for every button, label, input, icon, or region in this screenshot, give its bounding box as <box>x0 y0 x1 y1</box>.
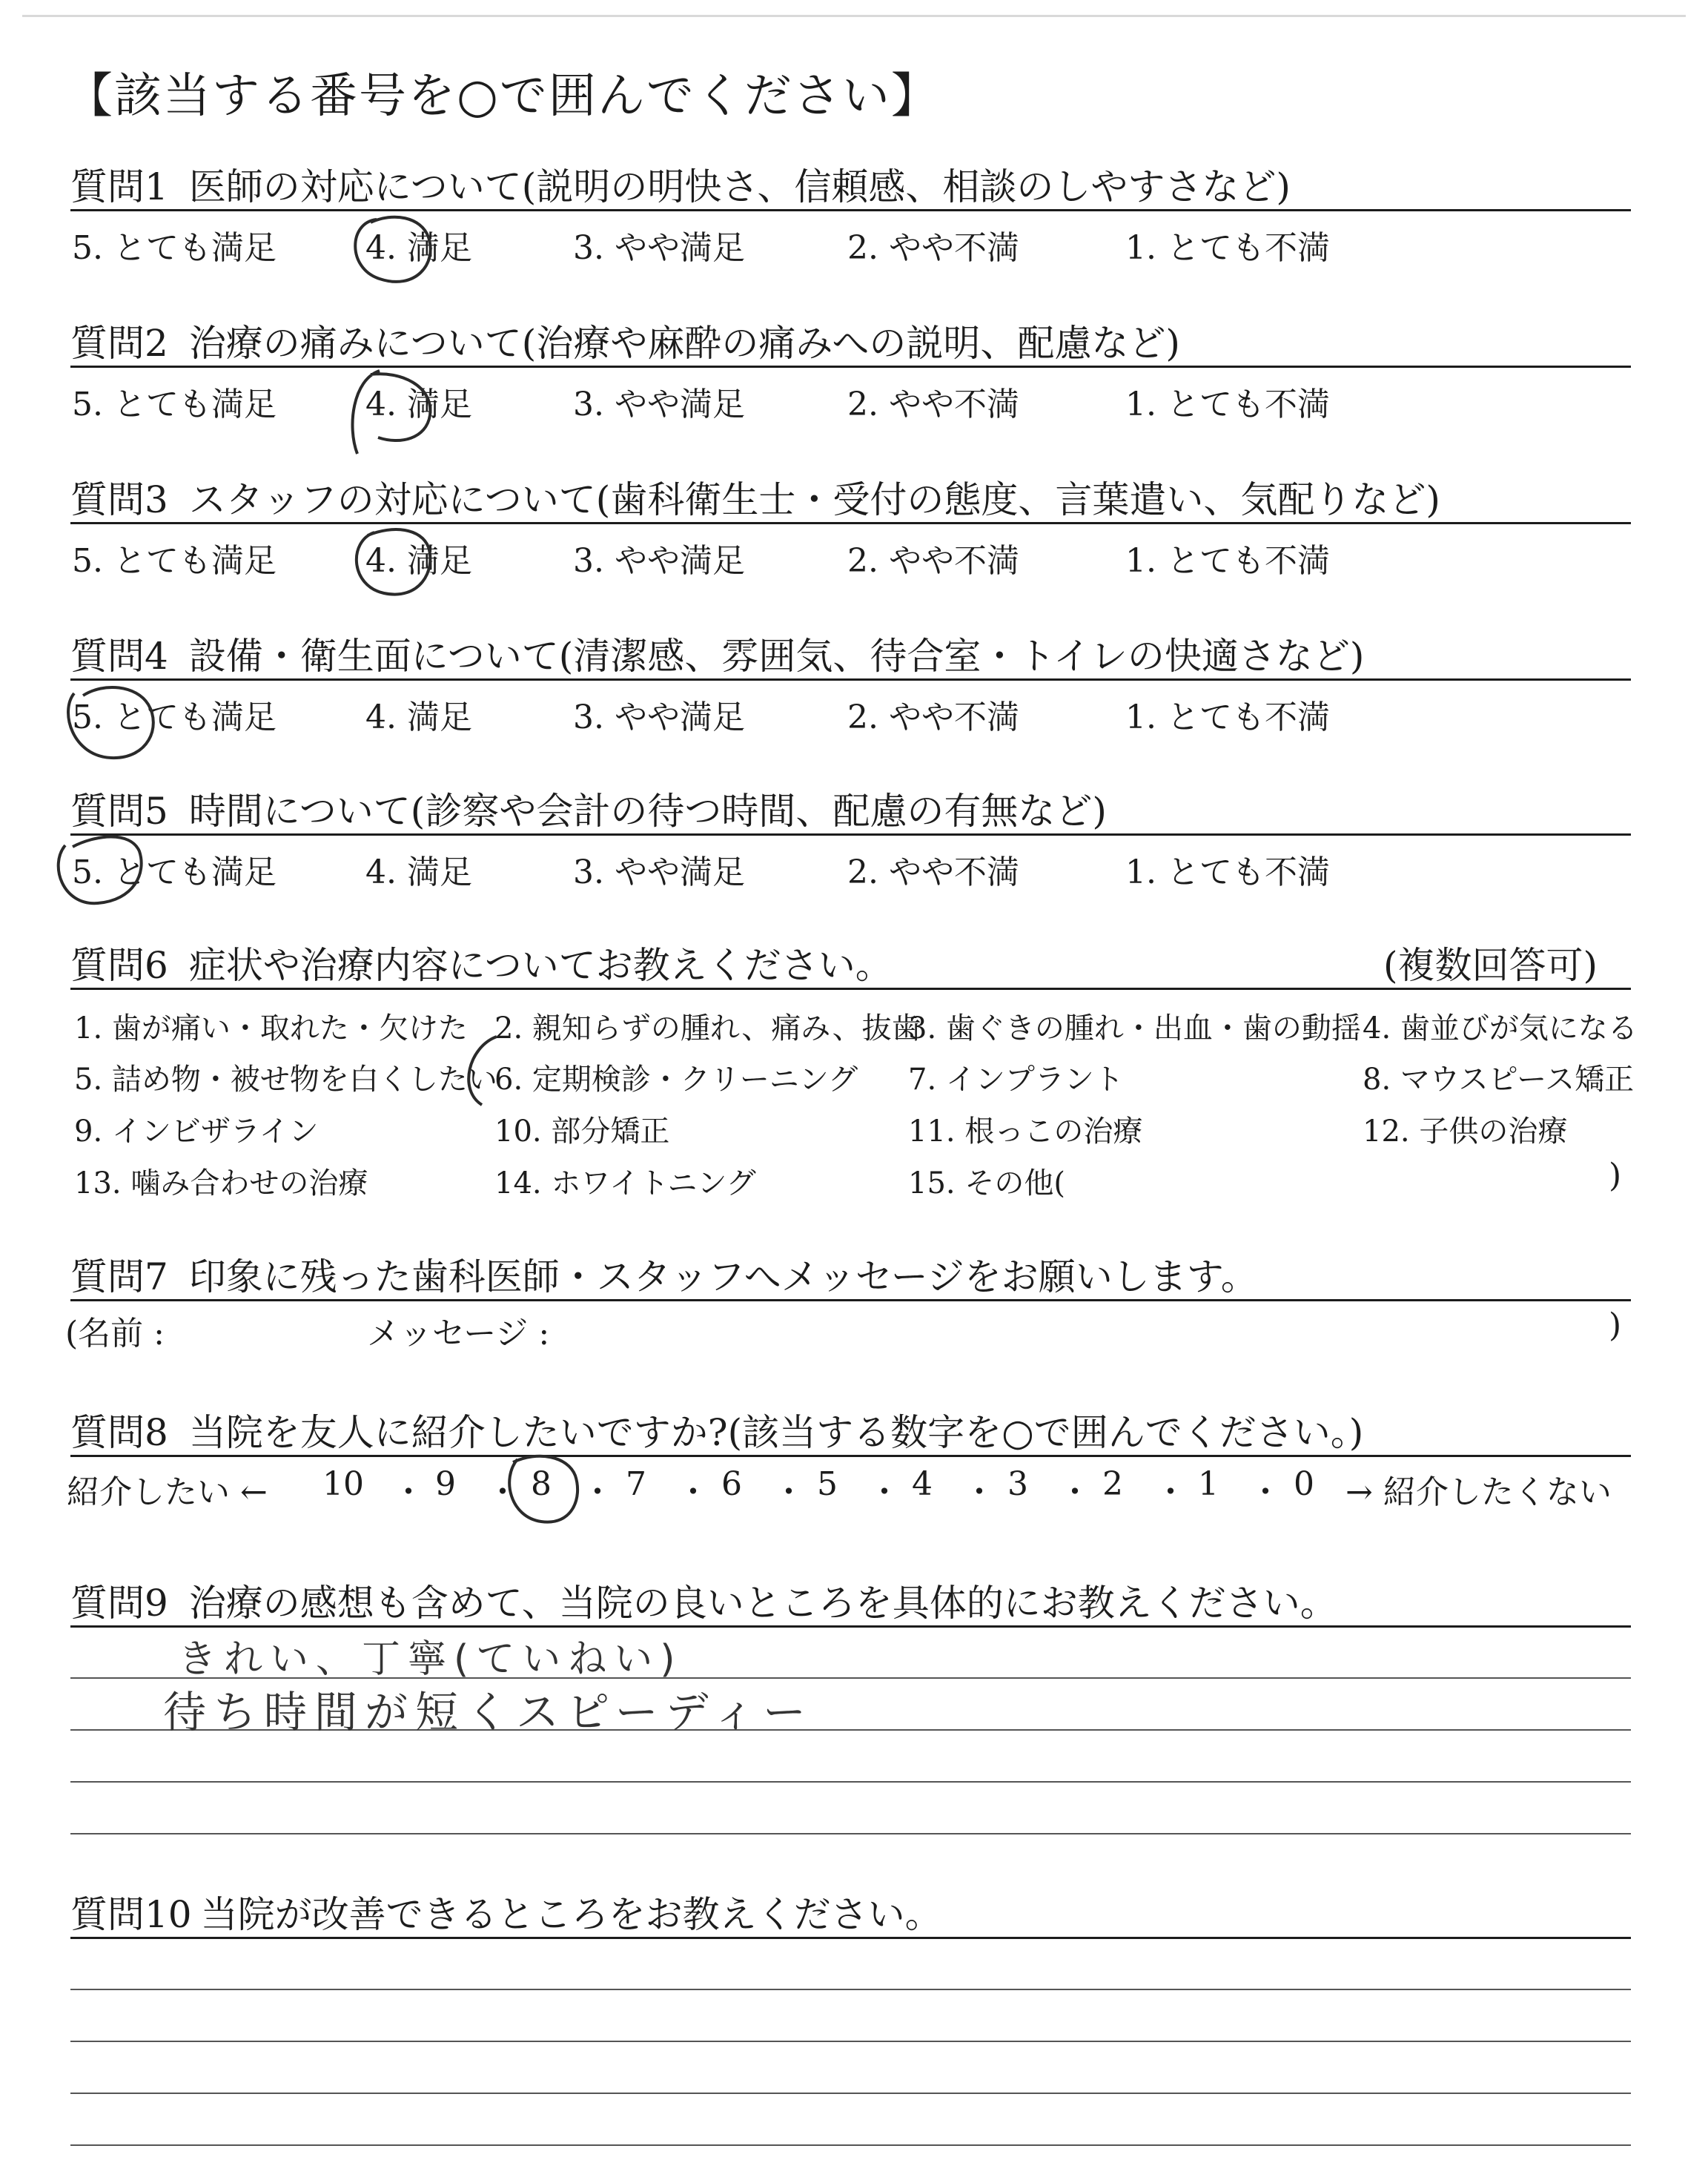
question-number: 質問1 <box>70 165 168 208</box>
option-3[interactable]: 3. やや満足 <box>573 698 745 736</box>
top-border <box>22 15 1686 17</box>
answer-line <box>70 1781 1631 1783</box>
option-4[interactable]: 4. 満足 <box>365 542 472 580</box>
page-title: 【該当する番号を○で囲んでください】 <box>65 69 940 124</box>
answer-line <box>70 1833 1631 1834</box>
question-number: 質問4 <box>70 635 168 678</box>
scale-7[interactable]: 7 <box>626 1465 646 1503</box>
option-5[interactable]: 5. とても満足 <box>72 229 277 267</box>
scale-separator: ・ <box>963 1473 996 1511</box>
question-4-rule <box>70 678 1631 681</box>
option-2[interactable]: 2. やや不満 <box>847 542 1019 580</box>
scale-2[interactable]: 2 <box>1102 1465 1123 1503</box>
option-3[interactable]: 3. やや満足 <box>573 386 745 423</box>
handwritten-answer-line-1: きれい、丁寧(ていねい) <box>178 1637 683 1682</box>
option-2[interactable]: 2. やや不満 <box>847 698 1019 736</box>
question-number: 質問10 <box>70 1893 192 1936</box>
answer-line <box>70 1989 1631 1990</box>
scale-separator: ・ <box>1249 1473 1282 1511</box>
question-number: 質問2 <box>70 322 168 365</box>
question-text: 印象に残った歯科医師・スタッフへメッセージをお願いします。 <box>188 1255 1258 1298</box>
question-9-title <box>70 1573 1337 1627</box>
option-4[interactable]: 4. 満足 <box>365 853 472 891</box>
handwritten-answer-line-2: 待ち時間が短くスピーディー <box>163 1687 814 1737</box>
symptom-option-10[interactable]: 10. 部分矯正 <box>494 1114 670 1149</box>
scale-separator: ・ <box>868 1473 901 1511</box>
question-6-rule <box>70 988 1631 990</box>
symptom-option-11[interactable]: 11. 根っこの治療 <box>908 1114 1143 1149</box>
scale-1[interactable]: 1 <box>1198 1465 1219 1503</box>
question-2-title <box>70 314 1180 367</box>
scale-10[interactable]: 10 <box>322 1465 364 1503</box>
question-4-title <box>70 627 1364 680</box>
question-text: 時間について(診察や会計の待つ時間、配慮の有無など) <box>188 790 1107 833</box>
question-1-rule <box>70 209 1631 211</box>
symptom-option-13[interactable]: 13. 噛み合わせの治療 <box>74 1166 368 1200</box>
symptom-option-3[interactable]: 3. 歯ぐきの腫れ・出血・歯の動揺 <box>908 1011 1361 1046</box>
option-2[interactable]: 2. やや不満 <box>847 229 1019 267</box>
question-7-title <box>70 1247 1258 1301</box>
question-7-rule <box>70 1299 1631 1301</box>
option-5[interactable]: 5. とても満足 <box>72 386 277 423</box>
scale-6[interactable]: 6 <box>721 1465 742 1503</box>
option-4[interactable]: 4. 満足 <box>365 698 472 736</box>
option-1[interactable]: 1. とても不満 <box>1125 542 1330 580</box>
symptom-option-15[interactable]: 15. その他( <box>908 1166 1065 1200</box>
scale-0[interactable]: 0 <box>1294 1465 1314 1503</box>
question-text: 症状や治療内容についてお教えください。 <box>188 944 893 987</box>
scale-4[interactable]: 4 <box>912 1465 933 1503</box>
option-2[interactable]: 2. やや不満 <box>847 853 1019 891</box>
scale-separator: ・ <box>581 1473 614 1511</box>
option-5[interactable]: 5. とても満足 <box>72 853 277 891</box>
option-4[interactable]: 4. 満足 <box>365 229 472 267</box>
answer-line <box>70 2041 1631 2042</box>
option-2[interactable]: 2. やや不満 <box>847 386 1019 423</box>
scale-8[interactable]: 8 <box>531 1465 552 1503</box>
question-5-rule <box>70 833 1631 836</box>
other-close-paren: ) <box>1609 1157 1622 1195</box>
symptom-option-6[interactable]: 6. 定期検診・クリーニング <box>494 1063 858 1097</box>
question-text: 治療の感想も含めて、当院の良いところを具体的にお教えください。 <box>188 1582 1337 1625</box>
option-3[interactable]: 3. やや満足 <box>573 853 745 891</box>
question-number: 質問3 <box>70 478 168 521</box>
scale-3[interactable]: 3 <box>1007 1465 1028 1503</box>
symptom-option-1[interactable]: 1. 歯が痛い・取れた・欠けた <box>74 1011 468 1046</box>
option-1[interactable]: 1. とても不満 <box>1125 386 1330 423</box>
question-number: 質問7 <box>70 1255 168 1298</box>
symptom-option-7[interactable]: 7. インプラント <box>908 1063 1124 1097</box>
symptom-option-9[interactable]: 9. インビザライン <box>74 1114 319 1149</box>
question-text: 設備・衛生面について(清潔感、雰囲気、待合室・トイレの快適さなど) <box>188 635 1365 678</box>
scale-separator: ・ <box>677 1473 709 1511</box>
recommend-left-label: 紹介したい ← <box>67 1473 268 1511</box>
question-1-title <box>70 157 1291 211</box>
recommend-right-label: → 紹介したくない <box>1345 1473 1612 1511</box>
question-number: 質問6 <box>70 944 168 987</box>
question-6-title <box>70 936 1598 989</box>
scale-separator: ・ <box>392 1473 425 1511</box>
message-close-paren: ) <box>1609 1307 1622 1344</box>
question-8-rule <box>70 1455 1631 1457</box>
symptom-option-4[interactable]: 4. 歯並びが気になる <box>1363 1011 1638 1046</box>
option-5[interactable]: 5. とても満足 <box>72 542 277 580</box>
scale-separator: ・ <box>486 1473 519 1511</box>
scale-separator: ・ <box>1154 1473 1187 1511</box>
question-text: 医師の対応について(説明の明快さ、信頼感、相談のしやすさなど) <box>188 165 1291 208</box>
multiple-answers-note: (複数回答可) <box>1383 944 1598 987</box>
symptom-option-5[interactable]: 5. 詰め物・被せ物を白くしたい <box>74 1063 497 1097</box>
question-8-title <box>70 1403 1363 1456</box>
scale-separator: ・ <box>772 1473 805 1511</box>
question-number: 質問5 <box>70 790 168 833</box>
option-3[interactable]: 3. やや満足 <box>573 542 745 580</box>
question-text: 当院を友人に紹介したいですか?(該当する数字を○で囲んでください。) <box>188 1411 1364 1454</box>
question-2-rule <box>70 366 1631 368</box>
question-10-rule <box>70 1937 1631 1939</box>
question-5-title <box>70 782 1107 835</box>
option-3[interactable]: 3. やや満足 <box>573 229 745 267</box>
option-4[interactable]: 4. 満足 <box>365 386 472 423</box>
scale-separator: ・ <box>1059 1473 1091 1511</box>
question-3-title <box>70 470 1440 524</box>
question-text: 当院が改善できるところをお教えください。 <box>200 1893 942 1936</box>
scale-9[interactable]: 9 <box>435 1465 456 1503</box>
symptom-option-14[interactable]: 14. ホワイトニング <box>494 1166 756 1200</box>
option-1[interactable]: 1. とても不満 <box>1125 853 1330 891</box>
question-number: 質問8 <box>70 1411 168 1454</box>
option-1[interactable]: 1. とても不満 <box>1125 698 1330 736</box>
name-label: (名前 : <box>65 1315 165 1353</box>
answer-line <box>70 2144 1631 2146</box>
question-text: 治療の痛みについて(治療や麻酔の痛みへの説明、配慮など) <box>188 322 1180 365</box>
question-3-rule <box>70 522 1631 524</box>
option-1[interactable]: 1. とても不満 <box>1125 229 1330 267</box>
option-5[interactable]: 5. とても満足 <box>72 698 277 736</box>
message-label: メッセージ : <box>367 1315 550 1353</box>
symptom-option-8[interactable]: 8. マウスピース矯正 <box>1363 1063 1635 1097</box>
symptom-option-12[interactable]: 12. 子供の治療 <box>1363 1114 1568 1149</box>
symptom-option-2[interactable]: 2. 親知らずの腫れ、痛み、抜歯 <box>494 1011 921 1046</box>
answer-line <box>70 2093 1631 2094</box>
question-text: スタッフの対応について(歯科衛生士・受付の態度、言葉遣い、気配りなど) <box>188 478 1440 521</box>
scale-5[interactable]: 5 <box>817 1465 838 1503</box>
question-10-title <box>70 1885 942 1938</box>
question-number: 質問9 <box>70 1582 168 1625</box>
